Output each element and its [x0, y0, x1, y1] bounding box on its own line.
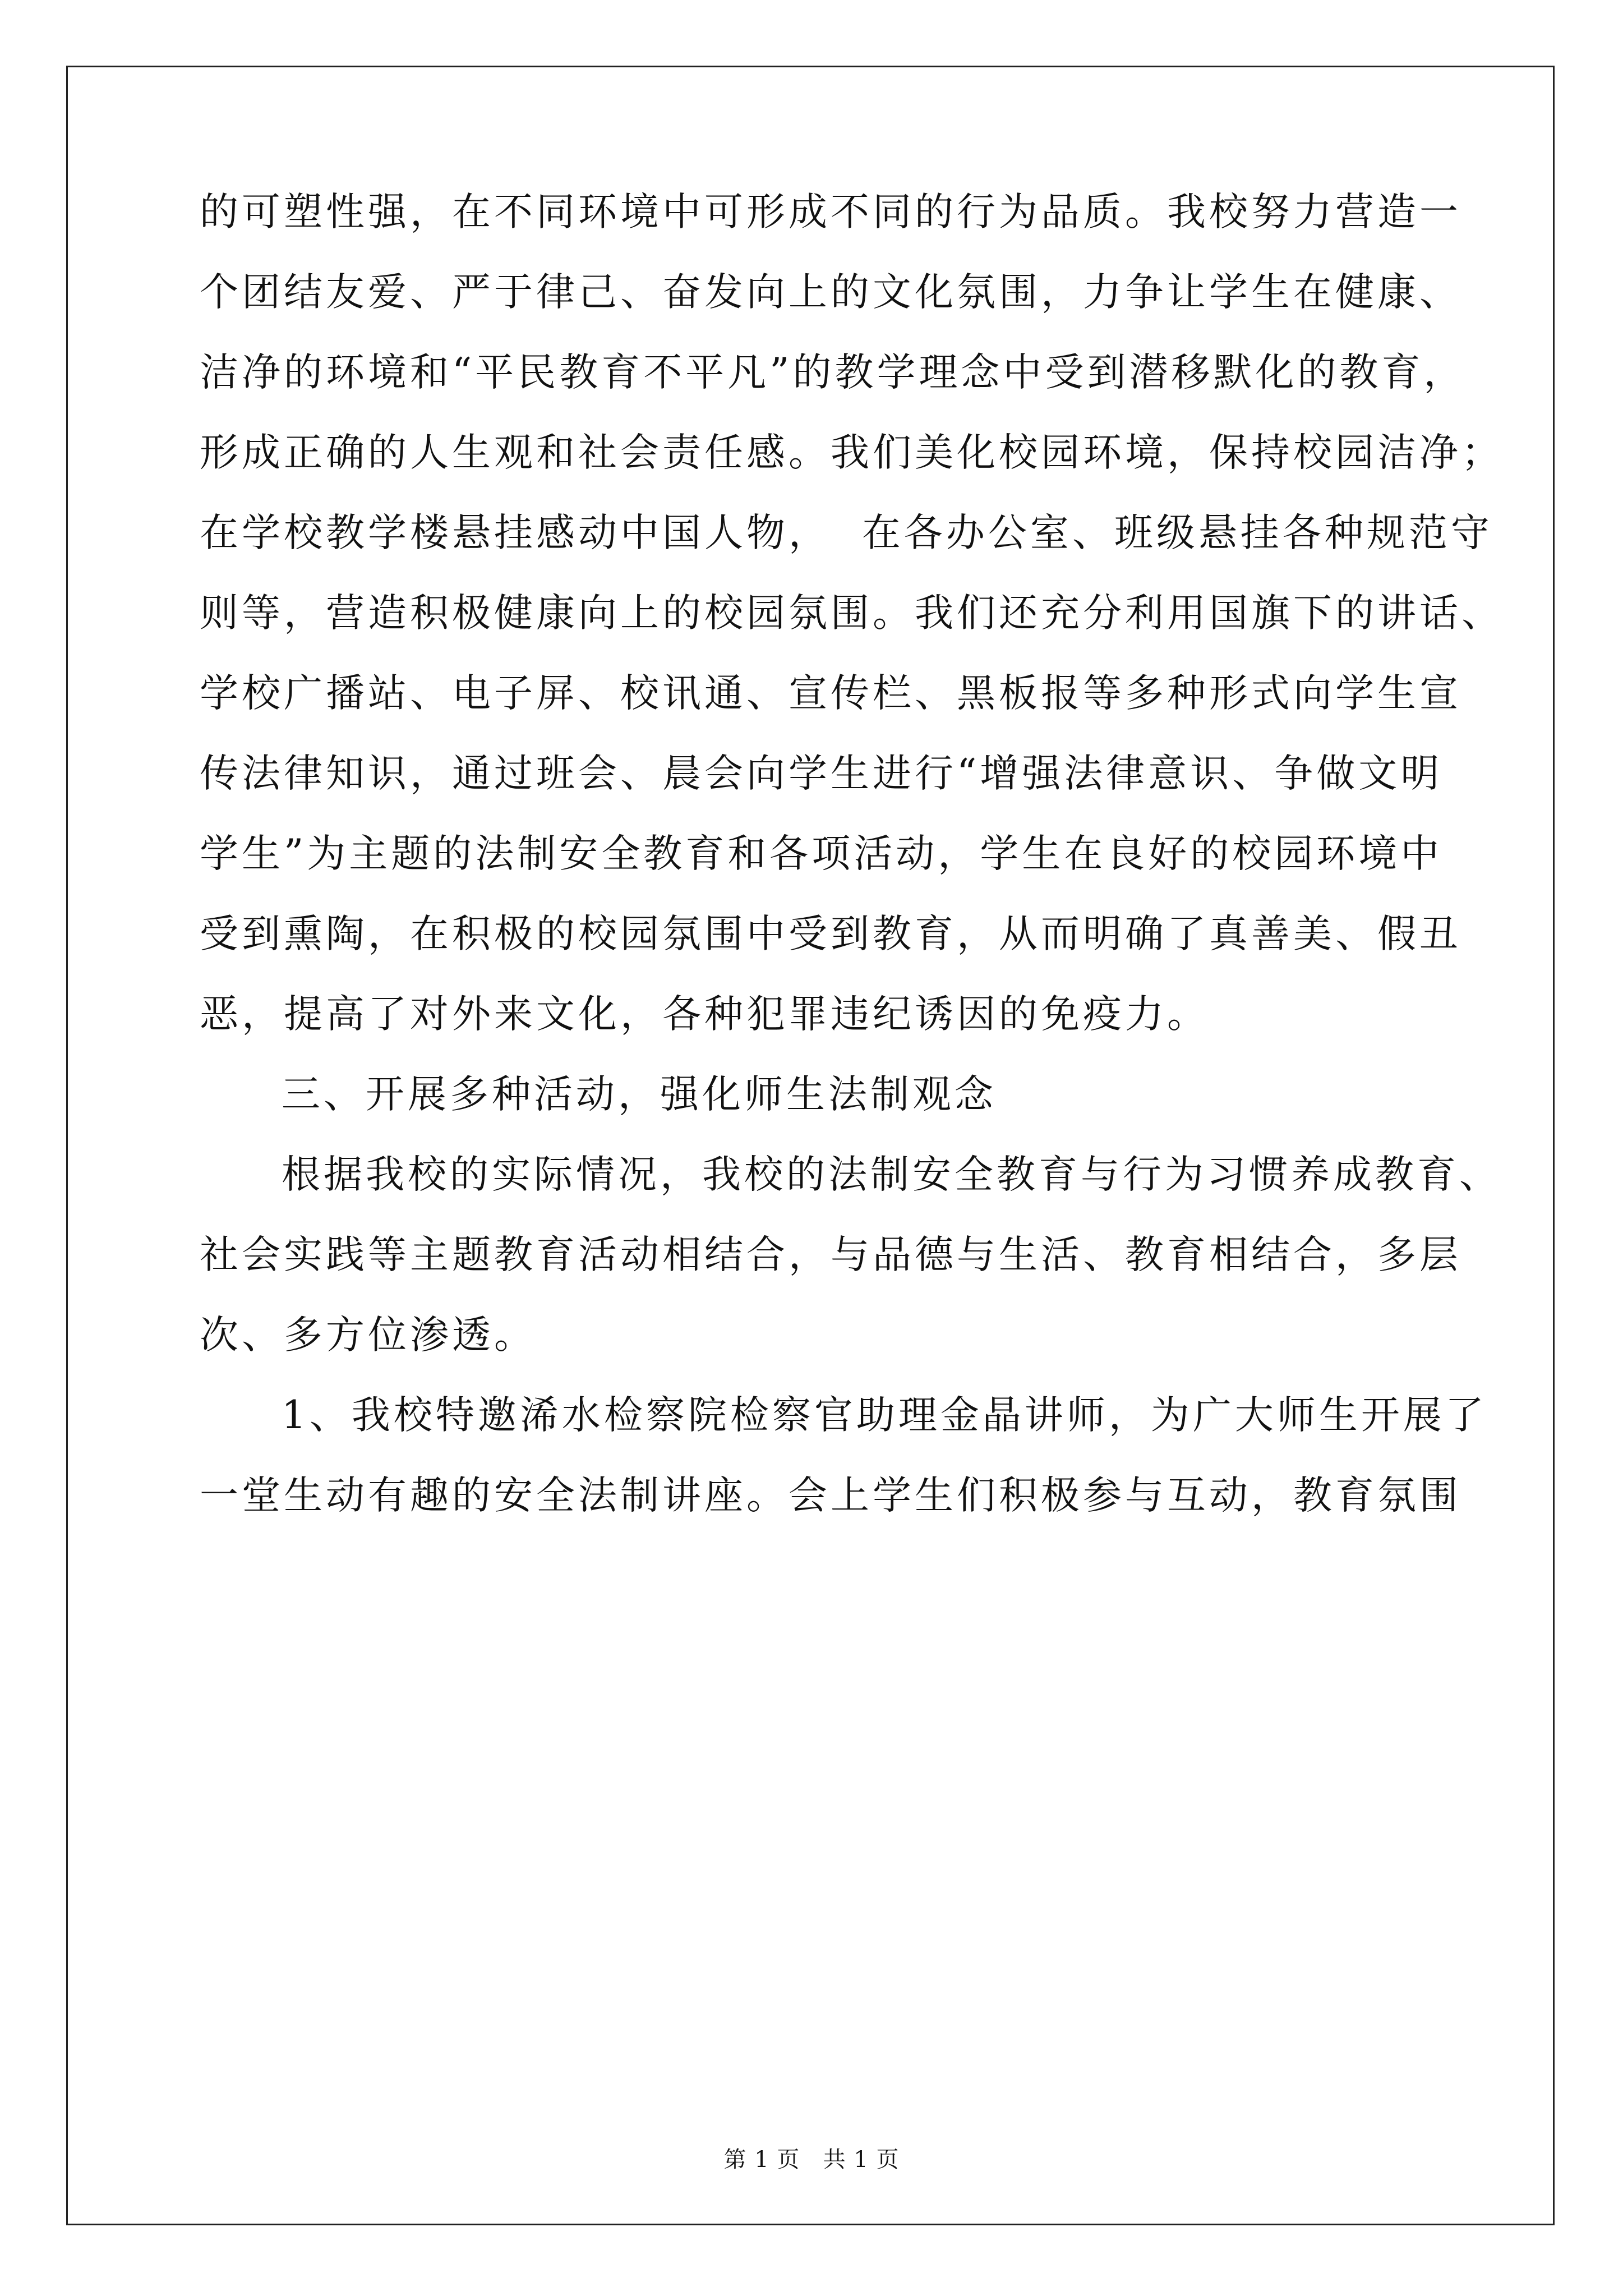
page-number-footer: 第 1 页 共 1 页 [723, 2147, 900, 2173]
text-line: 的可塑性强，在不同环境中可形成不同的行为品质。我校努力营造一 [200, 190, 1461, 234]
text-line: 次、多方位渗透。 [200, 1313, 536, 1358]
text-line: 个团结友爱、严于律己、奋发向上的文化氛围，力争让学生在健康、 [200, 270, 1461, 315]
text-line: 社会实践等主题教育活动相结合，与品德与生活、教育相结合，多层 [200, 1232, 1461, 1277]
text-line: 在学校教学楼悬挂感动中国人物， 在各办公室、班级悬挂各种规范守 [200, 510, 1493, 555]
text-line: 学生”为主题的法制安全教育和各项活动，学生在良好的校园环境中 [200, 831, 1443, 876]
text-line: 洁净的环境和“平民教育不平凡”的教学理念中受到潜移默化的教育， [200, 350, 1466, 395]
text-line: 传法律知识，通过班会、晨会向学生进行“增强法律意识、争做文明 [200, 751, 1443, 796]
text-line: 一堂生动有趣的安全法制讲座。会上学生们积极参与互动，教育氛围 [200, 1473, 1461, 1518]
text-line: 恶，提高了对外来文化，各种犯罪违纪诱因的免疫力。 [200, 992, 1209, 1037]
text-line: 学校广播站、电子屏、校讯通、宣传栏、黑板报等多种形式向学生宣 [200, 671, 1461, 716]
text-line: 形成正确的人生观和社会责任感。我们美化校园环境，保持校园洁净； [200, 430, 1504, 475]
text-line: 根据我校的实际情况，我校的法制安全教育与行为习惯养成教育、 [282, 1152, 1501, 1197]
text-line: 1、我校特邀浠水检察院检察官助理金晶讲师，为广大师生开展了 [282, 1393, 1487, 1438]
text-line: 则等，营造积极健康向上的校园氛围。我们还充分利用国旗下的讲话、 [200, 591, 1504, 636]
text-line: 受到熏陶，在积极的校园氛围中受到教育，从而明确了真善美、假丑 [200, 912, 1461, 956]
section-heading: 三、开展多种活动，强化师生法制观念 [282, 1072, 997, 1117]
